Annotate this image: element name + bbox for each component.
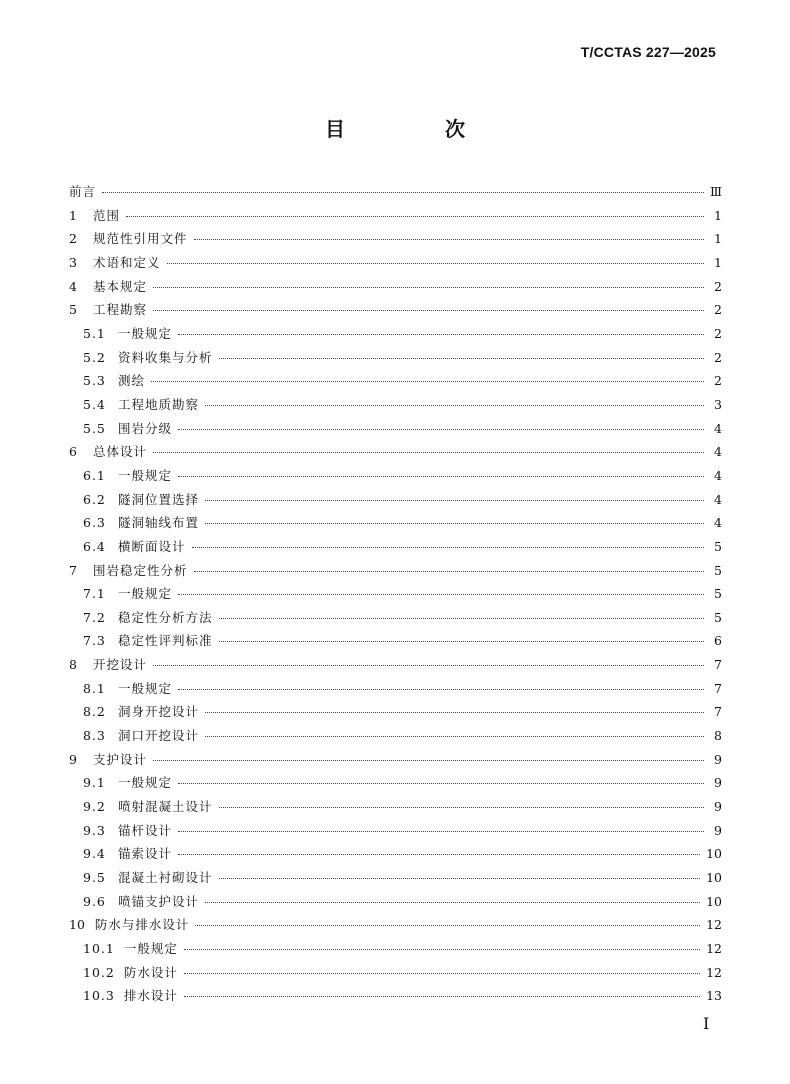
toc-entry[interactable] (69, 371, 722, 395)
toc-entry-title: 隧洞轴线布置 (118, 515, 200, 531)
toc-entry-number: 8.2 (83, 704, 106, 720)
toc-entry-page: 8 (714, 728, 722, 744)
toc-entry-title: 一般规定 (118, 325, 173, 341)
toc-entry[interactable] (69, 229, 722, 253)
dot-leader (102, 192, 704, 193)
toc-entry[interactable] (69, 655, 722, 679)
toc-entry-page: 1 (714, 231, 722, 247)
toc-entry-number: 5.4 (83, 396, 106, 412)
toc-entry-page: 6 (714, 633, 722, 649)
toc-entry-title: 术语和定义 (93, 254, 161, 270)
dot-leader (205, 736, 704, 737)
dot-leader (178, 689, 704, 690)
toc-entry-page: 3 (714, 396, 722, 412)
dot-leader (153, 665, 704, 666)
toc-entry[interactable] (69, 182, 722, 206)
toc-entry-title: 支护设计 (93, 751, 148, 767)
toc-entry-title: 一般规定 (118, 467, 173, 483)
toc-entry-page: 9 (714, 751, 722, 767)
toc-entry[interactable] (69, 513, 722, 537)
toc-entry[interactable] (69, 348, 722, 372)
dot-leader (195, 925, 700, 926)
toc-entry[interactable] (69, 726, 722, 750)
toc-entry-number: 7.2 (83, 609, 106, 625)
toc-entry-number: 8.3 (83, 728, 106, 744)
toc-entry-page: 2 (714, 325, 722, 341)
toc-entry-number: 5.5 (83, 420, 106, 436)
toc-entry[interactable] (69, 797, 722, 821)
toc-entry[interactable] (69, 702, 722, 726)
toc-entry-page: 4 (714, 444, 722, 460)
toc-entry[interactable] (69, 490, 722, 514)
toc-entry[interactable] (69, 300, 722, 324)
toc-entry-title: 总体设计 (93, 444, 148, 460)
dot-leader (178, 831, 704, 832)
dot-leader (205, 712, 704, 713)
toc-entry-number: 3 (69, 254, 77, 270)
dot-leader (153, 287, 704, 288)
toc-entry-page: Ⅲ (709, 184, 722, 199)
page-title: 目 次 (325, 117, 505, 141)
toc-entry-page: 9 (714, 822, 722, 838)
toc-entry-number: 5.1 (83, 325, 106, 341)
toc-entry[interactable] (69, 561, 722, 585)
toc-entry-number: 9.5 (83, 870, 106, 886)
toc-entry-number: 2 (69, 231, 77, 247)
toc-entry-number: 9.6 (83, 893, 106, 909)
toc-entry-number: 7.1 (83, 586, 106, 602)
toc-entry-number: 1 (69, 207, 77, 223)
toc-entry-page: 12 (706, 941, 722, 956)
toc-entry-page: 12 (706, 917, 722, 933)
toc-entry-number: 7.3 (83, 633, 106, 649)
toc-entry-title: 基本规定 (93, 278, 148, 294)
dot-leader (219, 641, 704, 642)
dot-leader (178, 476, 704, 477)
toc-entry[interactable] (69, 419, 722, 443)
toc-entry[interactable] (69, 679, 722, 703)
toc-entry-title: 一般规定 (118, 680, 173, 696)
toc-entry-title: 稳定性分析方法 (118, 609, 213, 625)
toc-entry-title: 范围 (93, 207, 121, 223)
dot-leader (205, 405, 704, 406)
toc-entry-title: 隧洞位置选择 (118, 491, 200, 507)
dot-leader (126, 216, 704, 217)
toc-entry-page: 5 (714, 538, 722, 554)
toc-entry-title: 锚杆设计 (118, 822, 173, 838)
toc-entry-page: 4 (714, 467, 722, 483)
toc-entry-number: 10.3 (83, 988, 115, 1004)
dot-leader (153, 760, 704, 761)
toc-entry-title: 测绘 (118, 373, 146, 389)
toc-entry-page: 10 (706, 846, 722, 862)
toc-entry-page: 2 (714, 302, 722, 318)
dot-leader (178, 594, 704, 595)
toc-entry-number: 10.1 (83, 941, 115, 956)
toc-entry-title: 前言 (69, 184, 97, 199)
toc-entry-number: 8.1 (83, 680, 106, 696)
toc-entry[interactable] (69, 395, 722, 419)
toc-entry-title: 围岩稳定性分析 (93, 562, 188, 578)
toc-entry-page: 10 (706, 893, 722, 909)
toc-entry-page: 5 (714, 586, 722, 602)
toc-entry-page: 2 (714, 278, 722, 294)
toc-entry-number: 4 (69, 278, 77, 294)
toc-entry-page: 2 (714, 349, 722, 365)
toc-entry-title: 横断面设计 (118, 538, 186, 554)
toc-entry[interactable] (69, 324, 722, 348)
toc-entry-number: 9.1 (83, 775, 106, 791)
dot-leader (167, 263, 704, 264)
dot-leader (184, 949, 700, 950)
toc-entry[interactable] (69, 963, 722, 987)
standard-code: T/CCTAS 227—2025 (580, 44, 716, 60)
toc-entry[interactable] (69, 868, 722, 892)
toc-entry-title: 排水设计 (123, 988, 178, 1004)
toc-entry[interactable] (69, 750, 722, 774)
toc-entry[interactable] (69, 466, 722, 490)
toc-entry-number: 5 (69, 302, 77, 318)
dot-leader (178, 334, 704, 335)
toc-entry[interactable] (69, 631, 722, 655)
toc-entry-number: 6 (69, 444, 77, 460)
toc-entry[interactable] (69, 277, 722, 301)
toc-entry-number: 6.1 (83, 467, 106, 483)
toc-entry-page: 7 (714, 704, 722, 720)
toc-entry-title: 稳定性评判标准 (118, 633, 213, 649)
dot-leader (194, 571, 704, 572)
dot-leader (178, 783, 704, 784)
toc-entry-page: 1 (714, 207, 722, 223)
dot-leader (219, 878, 701, 879)
toc-entry-page: 10 (706, 870, 722, 886)
toc-entry[interactable] (69, 584, 722, 608)
toc-entry-number: 7 (69, 562, 77, 578)
toc-entry-title: 资料收集与分析 (118, 349, 213, 365)
toc-entry-page: 1 (714, 254, 722, 270)
toc-entry-page: 5 (714, 609, 722, 625)
toc-entry[interactable] (69, 844, 722, 868)
toc-entry[interactable] (69, 915, 722, 939)
toc-entry-number: 9.3 (83, 822, 106, 838)
dot-leader (178, 429, 704, 430)
dot-leader (184, 973, 700, 974)
toc-entry-page: 9 (714, 775, 722, 791)
dot-leader (205, 523, 704, 524)
dot-leader (153, 452, 704, 453)
toc-entry-title: 洞身开挖设计 (118, 704, 200, 720)
toc-entry-title: 锚索设计 (118, 846, 173, 862)
toc-entry-title: 工程地质勘察 (118, 396, 200, 412)
toc-entry-page: 13 (706, 988, 722, 1004)
toc-entry-page: 12 (706, 964, 722, 980)
toc-entry[interactable] (69, 206, 722, 230)
toc-entry-title: 洞口开挖设计 (118, 728, 200, 744)
dot-leader (219, 807, 704, 808)
toc-entry-title: 一般规定 (118, 775, 173, 791)
table-of-contents (69, 182, 722, 1010)
dot-leader (192, 547, 704, 548)
toc-entry-page: 4 (714, 491, 722, 507)
toc-entry-number: 6.4 (83, 538, 106, 554)
toc-entry[interactable] (69, 773, 722, 797)
toc-entry-title: 混凝土衬砌设计 (118, 870, 213, 886)
toc-entry-title: 围岩分级 (118, 420, 173, 436)
toc-entry-page: 7 (714, 657, 722, 673)
toc-entry-number: 5.3 (83, 373, 106, 389)
page-number: I (703, 1014, 710, 1033)
toc-entry[interactable] (69, 608, 722, 632)
toc-entry-number: 5.2 (83, 349, 106, 365)
toc-entry-title: 喷射混凝土设计 (118, 799, 213, 815)
toc-entry[interactable] (69, 939, 722, 963)
toc-entry-title: 防水与排水设计 (94, 917, 190, 933)
dot-leader (205, 902, 700, 903)
toc-entry-page: 9 (714, 799, 722, 815)
toc-entry-number: 6.3 (83, 515, 106, 531)
toc-entry-number: 8 (69, 657, 77, 673)
toc-entry-title: 一般规定 (123, 941, 178, 956)
dot-leader (194, 239, 704, 240)
toc-entry[interactable] (69, 821, 722, 845)
toc-entry-page: 7 (714, 680, 722, 696)
toc-entry-number: 9 (69, 751, 77, 767)
toc-entry-number: 6.2 (83, 491, 106, 507)
toc-entry[interactable] (69, 892, 722, 916)
toc-entry[interactable] (69, 442, 722, 466)
dot-leader (219, 618, 704, 619)
toc-entry-title: 防水设计 (123, 964, 178, 980)
toc-entry[interactable] (69, 986, 722, 1010)
toc-entry-number: 9.4 (83, 846, 106, 862)
toc-entry-title: 喷锚支护设计 (118, 893, 200, 909)
toc-entry-number: 10 (69, 917, 85, 933)
toc-entry-title: 一般规定 (118, 586, 173, 602)
dot-leader (219, 358, 704, 359)
dot-leader (151, 381, 704, 382)
toc-entry[interactable] (69, 253, 722, 277)
dot-leader (153, 310, 704, 311)
dot-leader (205, 500, 704, 501)
dot-leader (184, 996, 700, 997)
toc-entry-number: 9.2 (83, 799, 106, 815)
toc-entry-title: 工程勘察 (93, 302, 148, 318)
toc-entry-page: 4 (714, 420, 722, 436)
toc-entry-title: 开挖设计 (93, 657, 148, 673)
dot-leader (178, 854, 700, 855)
toc-entry-page: 2 (714, 373, 722, 389)
toc-entry-page: 5 (714, 562, 722, 578)
toc-entry-page: 4 (714, 515, 722, 531)
toc-entry[interactable] (69, 537, 722, 561)
toc-entry-title: 规范性引用文件 (93, 231, 188, 247)
toc-entry-number: 10.2 (83, 964, 115, 980)
